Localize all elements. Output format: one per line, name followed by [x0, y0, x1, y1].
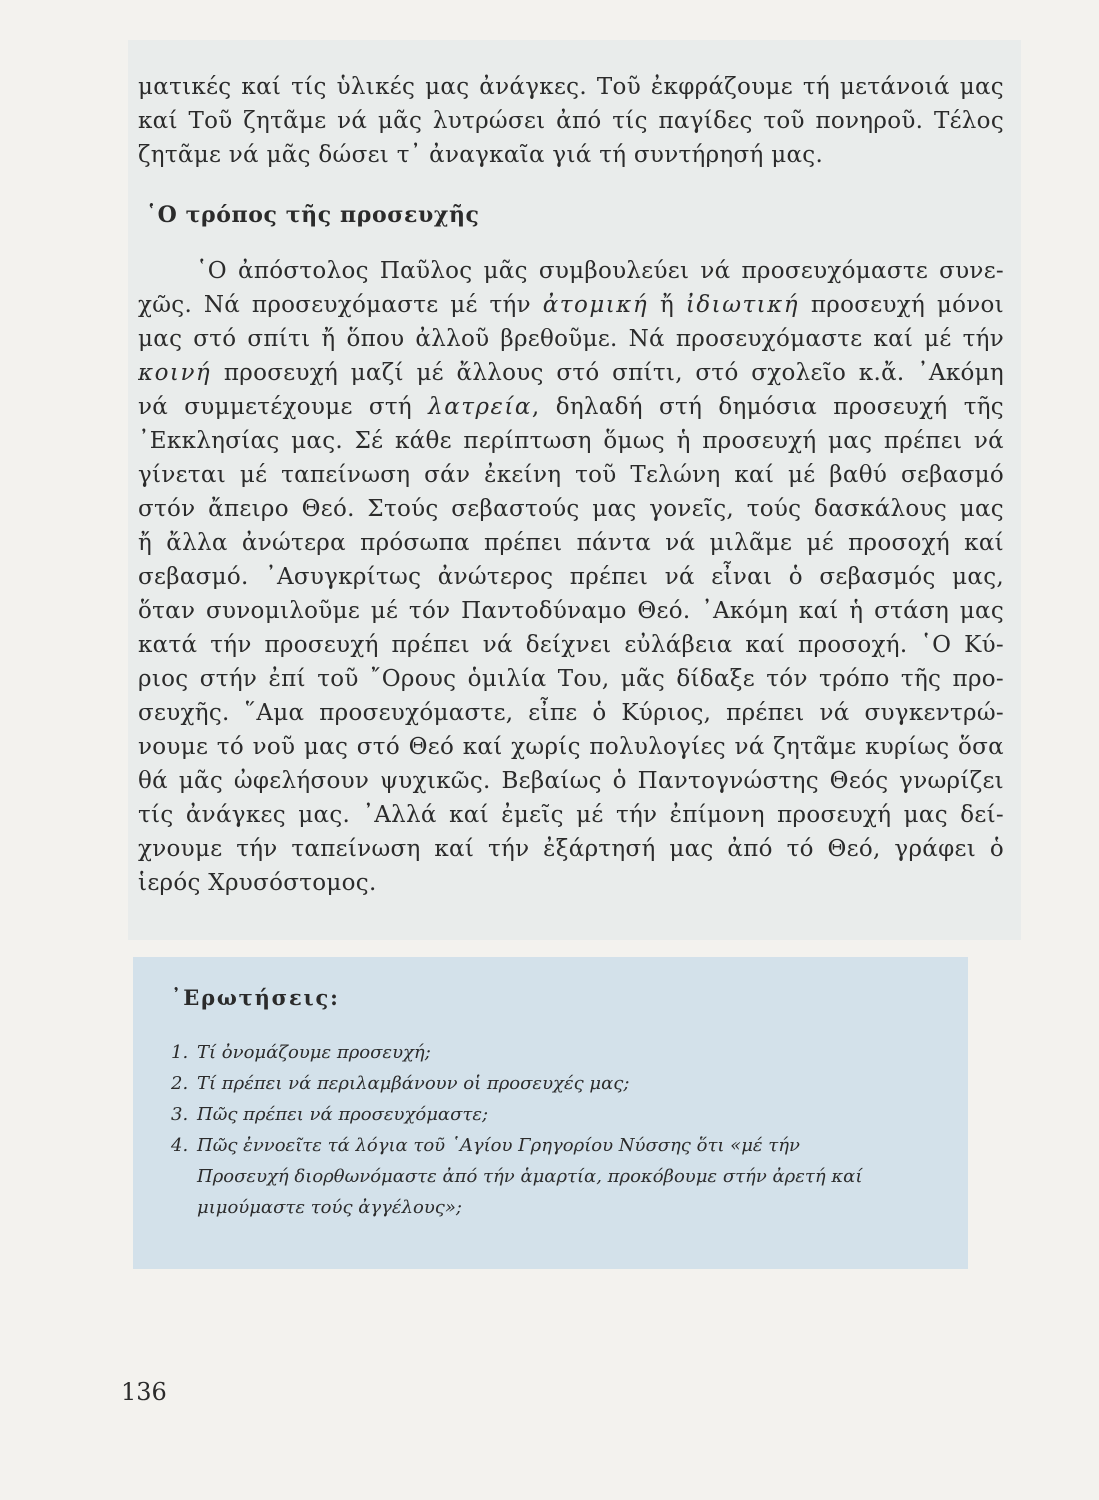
paragraph-line: χῶς. Νά προσευχόμαστε μέ τήν ἀτομική ἤ ἰδιωτική προσευχή μόνοι [138, 292, 1004, 318]
question-number: 3. [171, 1104, 189, 1125]
emphasis-term: ἀτομική [542, 292, 649, 318]
paragraph-line: ῾Ο ἀπόστολος Παῦλος μᾶς συμβουλεύει νά προσευχόμαστε συνε- [196, 258, 1004, 284]
question-text: Τί ὀνομάζουμε προσευχή; [197, 1042, 431, 1063]
emphasis-term: κοινή [138, 360, 212, 386]
main-text [138, 70, 1004, 900]
questions-box [133, 957, 968, 1269]
paragraph-line: νά συμμετέχουμε στή λατρεία, δηλαδή στή δημόσια προσευχή τῆς [138, 394, 1004, 420]
paragraph-line: ματικές καί τίς ὑλικές μας ἀνάγκες. Τοῦ ἐκφράζουμε τή μετάνοιά μας [138, 74, 1004, 100]
paragraph-line: ἱερός Χρυσόστομος. [138, 870, 377, 896]
paragraph-line: ριος στήν ἐπί τοῦ ῎Ορους ὁμιλία Του, μᾶς δίδαξε τόν τρόπο τῆς προ- [138, 666, 1004, 692]
paragraph-line: ἤ ἄλλα ἀνώτερα πρόσωπα πρέπει πάντα νά μιλᾶμε μέ προσοχή καί [138, 530, 1004, 556]
question-item [171, 1130, 961, 1161]
emphasis-term: λατρεία [428, 394, 532, 420]
paragraph-line: κατά τήν προσευχή πρέπει νά δείχνει εὐλάβεια καί προσοχή. ῾Ο Κύ- [138, 632, 1004, 658]
question-number: 1. [171, 1042, 189, 1063]
question-text: Πῶς πρέπει νά προσευχόμαστε; [197, 1104, 489, 1125]
section-heading: ῾Ο τρόπος τῆς προσευχῆς [146, 202, 480, 228]
page-number: 136 [121, 1378, 167, 1406]
paragraph-line: στόν ἄπειρο Θεό. Στούς σεβαστούς μας γονεῖς, τούς δασκάλους μας [138, 496, 1004, 522]
paragraph-line: θά μᾶς ὠφελήσουν ψυχικῶς. Βεβαίως ὁ Παντογνώστης Θεός γνωρίζει [138, 768, 1004, 794]
paragraph-line: νουμε τό νοῦ μας στό Θεό καί χωρίς πολυλογίες νά ζητᾶμε κυρίως ὅσα [138, 734, 1004, 760]
question-text: Τί πρέπει νά περιλαμβάνουν οἱ προσευχές μας; [197, 1073, 630, 1094]
paragraph-line: χνουμε τήν ταπείνωση καί τήν ἐξάρτησή μας ἀπό τό Θεό, γράφει ὁ [138, 836, 1004, 862]
question-text: Πῶς ἐννοεῖτε τά λόγια τοῦ ῾Αγίου Γρηγορίου Νύσσης ὅτι «μέ τήν [197, 1135, 800, 1156]
paragraph-line: καί Τοῦ ζητᾶμε νά μᾶς λυτρώσει ἀπό τίς παγίδες τοῦ πονηροῦ. Τέλος [138, 108, 1004, 134]
question-item [171, 1099, 961, 1130]
emphasis-term: ἰδιωτική [685, 292, 800, 318]
paragraph-line: σευχῆς. ῞Αμα προσευχόμαστε, εἶπε ὁ Κύριος, πρέπει νά συγκεντρώ- [138, 700, 1004, 726]
paragraph-line: κοινή προσευχή μαζί μέ ἄλλους στό σπίτι, στό σχολεῖο κ.ἄ. ᾽Ακόμη [138, 360, 1004, 386]
paragraph-line: ᾽Εκκλησίας μας. Σέ κάθε περίπτωση ὅμως ἡ προσευχή μας πρέπει νά [138, 428, 1004, 454]
questions-title: ᾽Ερωτήσεις: [171, 985, 340, 1010]
paragraph-line: ὅταν συνομιλοῦμε μέ τόν Παντοδύναμο Θεό. ᾽Ακόμη καί ἡ στάση μας [138, 598, 1004, 624]
question-number: 2. [171, 1073, 189, 1094]
question-number: 4. [171, 1135, 189, 1156]
question-continuation: μιμούμαστε τούς ἀγγέλους»; [197, 1197, 462, 1218]
paragraph-line: γίνεται μέ ταπείνωση σάν ἐκείνη τοῦ Τελώνη καί μέ βαθύ σεβασμό [138, 462, 1004, 488]
question-item [171, 1037, 961, 1068]
paragraph-line: μας στό σπίτι ἤ ὅπου ἀλλοῦ βρεθοῦμε. Νά προσευχόμαστε καί μέ τήν [138, 326, 1004, 352]
question-continuation: Προσευχή διορθωνόμαστε ἀπό τήν ἁμαρτία, προκόβουμε στήν ἀρετή καί [197, 1166, 863, 1187]
questions-list [171, 1037, 961, 1223]
paragraph-line: τίς ἀνάγκες μας. ᾽Αλλά καί ἐμεῖς μέ τήν ἐπίμονη προσευχή μας δεί- [138, 802, 1004, 828]
paragraph-line: ζητᾶμε νά μᾶς δώσει τ᾽ ἀναγκαῖα γιά τή συντήρησή μας. [138, 142, 824, 168]
paragraph-line: σεβασμό. ᾽Ασυγκρίτως ἀνώτερος πρέπει νά εἶναι ὁ σεβασμός μας, [138, 564, 1004, 590]
question-item [171, 1068, 961, 1099]
